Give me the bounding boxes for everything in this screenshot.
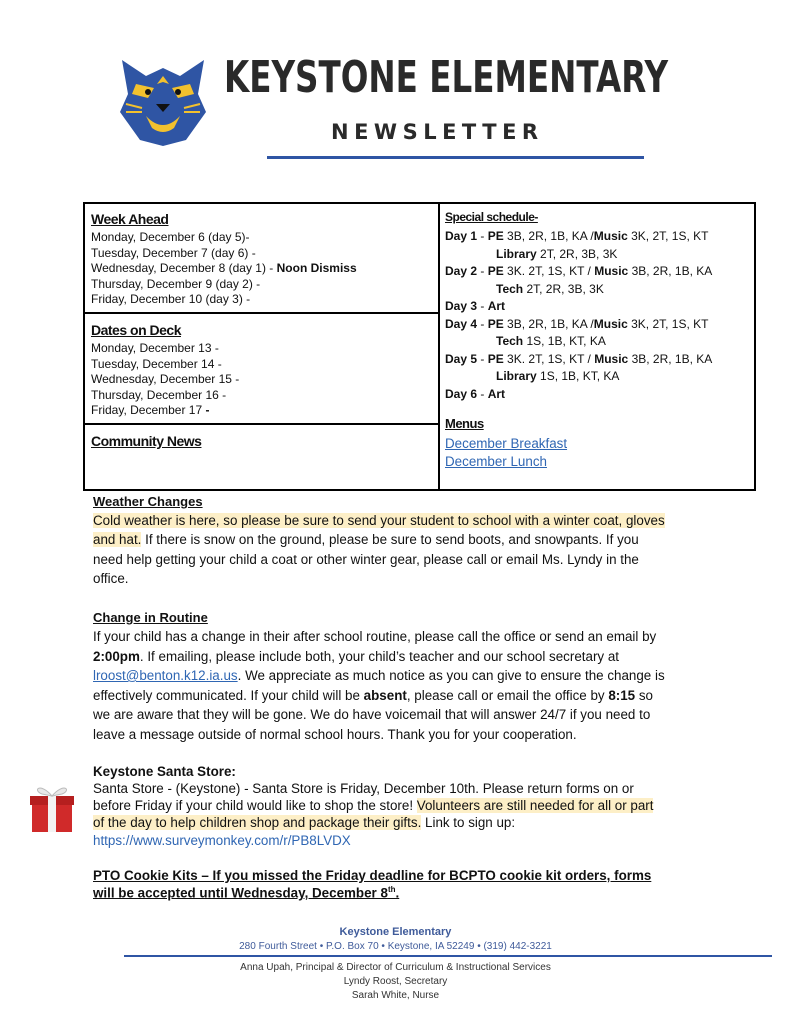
- december-lunch-link[interactable]: December Lunch: [445, 454, 547, 469]
- pto-cookie-line: PTO Cookie Kits – If you missed the Friday deadline for BCPTO cookie kit orders, forms: [93, 868, 652, 883]
- special-schedule-row: Tech 1S, 1B, KT, KA: [496, 334, 606, 348]
- special-schedule-row: Library 1S, 1B, KT, KA: [496, 369, 620, 383]
- footer-school-name: Keystone Elementary: [339, 926, 452, 938]
- menus-heading: Menus: [445, 416, 484, 431]
- footer-staff-line: Sarah White, Nurse: [351, 990, 440, 1001]
- special-schedule-row: Day 6 - Art: [445, 386, 506, 401]
- weather-text-line: and hat. If there is snow on the ground, please be sure to send boots, and snowpants. If you: [93, 532, 639, 547]
- table-row-divider: [85, 423, 438, 425]
- routine-text-line: 2:00pm. If emailing, please include both, your child’s teacher and our school secretary at: [93, 649, 619, 664]
- weather-heading: Weather Changes: [93, 494, 203, 509]
- special-schedule-row: Library 2T, 2R, 3B, 3K: [496, 246, 618, 261]
- december-breakfast-link[interactable]: December Breakfast: [445, 436, 568, 451]
- community-news-heading: Community News: [91, 433, 202, 449]
- week-ahead-item: Friday, December 10 (day 3) -: [91, 292, 251, 307]
- santa-text-line: Santa Store - (Keystone) - Santa Store is Friday, December 10th. Please return forms on or: [93, 781, 634, 796]
- header-divider: [267, 156, 644, 159]
- santa-store-heading: Keystone Santa Store:: [93, 764, 236, 779]
- dates-on-deck-item: Wednesday, December 15 -: [91, 372, 240, 387]
- week-ahead-item: Thursday, December 9 (day 2) -: [91, 276, 261, 291]
- dates-on-deck-heading: Dates on Deck: [91, 322, 181, 338]
- gift-box-icon: [28, 780, 76, 834]
- special-schedule-row: Day 1 - PE 3B, 2R, 1B, KA /Music 3K, 2T, 1S, KT: [445, 229, 709, 243]
- table-row-divider: [85, 312, 438, 314]
- special-schedule-row: Day 5 - PE 3K. 2T, 1S, KT / Music 3B, 2R, 1B, KA: [445, 351, 713, 366]
- table-column-divider: [438, 204, 440, 491]
- santa-text-line: before Friday if your child would like to shop the store! Volunteers are still needed for all or part: [93, 798, 654, 813]
- dates-on-deck-item: Friday, December 17 -: [91, 403, 210, 418]
- special-schedule-row: Day 3 - Art: [445, 299, 506, 313]
- weather-text-line: Cold weather is here, so please be sure to send your student to school with a winter coat, gloves: [93, 513, 665, 528]
- week-ahead-heading: Week Ahead: [91, 211, 169, 227]
- routine-text-line: If your child has a change in their after school routine, please call the office or send an email by: [93, 629, 657, 644]
- special-schedule-row: Day 2 - PE 3K. 2T, 1S, KT / Music 3B, 2R, 1B, KA: [445, 264, 713, 278]
- special-schedule-row: Day 4 - PE 3B, 2R, 1B, KA /Music 3K, 2T, 1S, KT: [445, 316, 709, 331]
- week-ahead-item: Monday, December 6 (day 5)-: [91, 230, 250, 244]
- routine-text-line: we are aware that they will be gone. We do have voicemail that will answer 24/7 if you need to: [93, 707, 651, 722]
- pto-cookie-line: will be accepted until Wednesday, December 8th.: [93, 885, 400, 901]
- santa-text-line: of the day to help children shop and package their gifts. Link to sign up:: [93, 815, 516, 830]
- wildcat-logo-icon: [116, 54, 210, 146]
- routine-text-line: effectively communicated. If your child will be absent, please call or email the office by 8:15 so: [93, 688, 653, 703]
- info-table: [83, 202, 756, 491]
- dates-on-deck-item: Thursday, December 16 -: [91, 387, 227, 402]
- special-schedule-row: Tech 2T, 2R, 3B, 3K: [496, 281, 604, 296]
- footer-address: 280 Fourth Street • P.O. Box 70 • Keystone, IA 52249 • (319) 442-3221: [239, 941, 552, 952]
- special-schedule-heading: Special schedule-: [445, 210, 538, 224]
- routine-text-line: lroost@benton.k12.ia.us. We appreciate as much notice as you can give to ensure the change is: [93, 668, 665, 683]
- footer-staff-line: Anna Upah, Principal & Director of Curriculum & Instructional Services: [240, 962, 551, 973]
- weather-text-line: office.: [93, 571, 129, 586]
- footer-staff-line: Lyndy Roost, Secretary: [343, 976, 448, 987]
- change-in-routine-heading: Change in Routine: [93, 610, 208, 625]
- newsletter-school-title: KEYSTONE ELEMENTARY: [224, 52, 669, 103]
- weather-text-line: need help getting your child a coat or other winter gear, please call or email Ms. Lyndy in the: [93, 552, 639, 567]
- footer-divider: [124, 955, 772, 957]
- newsletter-subtitle: NEWSLETTER: [331, 120, 544, 144]
- signup-link[interactable]: https://www.surveymonkey.com/r/PB8LVDX: [93, 833, 351, 848]
- dates-on-deck-item: Tuesday, December 14 -: [91, 356, 222, 371]
- dates-on-deck-item: Monday, December 13 -: [91, 341, 219, 355]
- secretary-email-link[interactable]: lroost@benton.k12.ia.us: [93, 668, 238, 683]
- week-ahead-item: Wednesday, December 8 (day 1) - Noon Dismiss: [91, 261, 357, 276]
- week-ahead-item: Tuesday, December 7 (day 6) -: [91, 245, 256, 260]
- routine-text-line: leave a message outside of normal school hours. Thank you for your cooperation.: [93, 727, 577, 742]
